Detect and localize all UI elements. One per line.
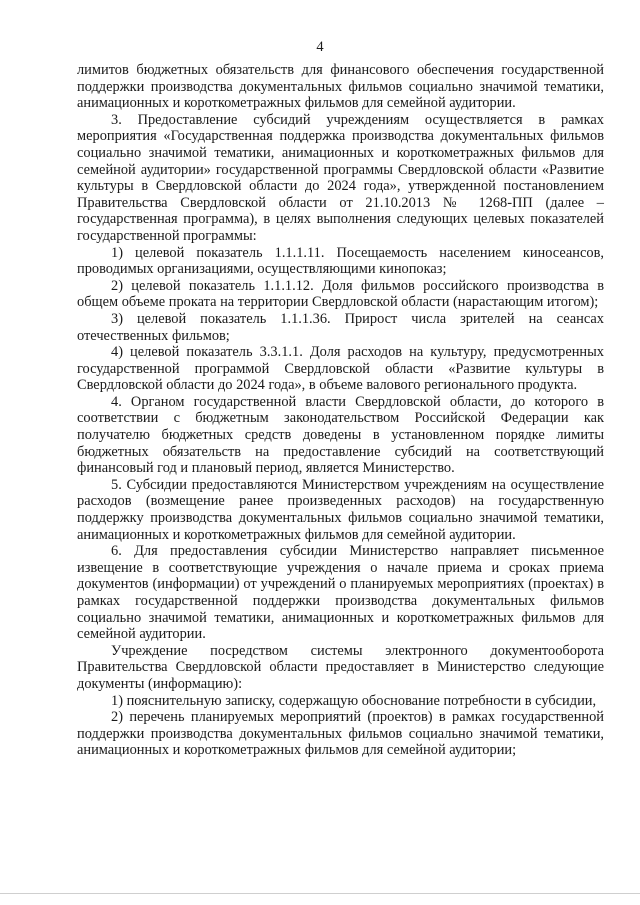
paragraph-documents-intro: Учреждение посредством системы электронного документооборота Правительства Свердловской области предоставляет в Министерство следующие документы (информацию): [77,642,604,692]
list-item-document-1: 1) пояснительную записку, содержащую обоснование потребности в субсидии, [111,692,597,709]
paragraph-clause-4: 4. Органом государственной власти Свердловской области, до которого в соответствии с бюджетным законодательством Российской Федерации как получателю бюджетных средств доведены в установленном порядке лимиты бюджетных обязательств на предоставление субсидий на соответствующий финансовый год и плановый период, является Министерство. [77,393,604,477]
list-item-indicator-1: 1) целевой показатель 1.1.1.11. Посещаемость населением киносеансов, проводимых организациями, осуществляющими кинопоказ; [77,244,604,278]
paragraph-clause-3: 3. Предоставление субсидий учреждениям осуществляется в рамках мероприятия «Государственная поддержка производства документальных фильмов социально значимой тематики, анимационных и короткометражных фильмов для семейной аудитории» государственной программы Свердловской области «Развитие культуры в Свердловской области до 2024 года», утвержденной постановлением Правительства Свердловской области от 21.10.2013 № 1268-ПП (далее – государственная программа), в целях выполнения следующих целевых показателей государственной программы: [77,111,604,244]
list-item-document-2: 2) перечень планируемых мероприятий (проектов) в рамках государственной поддержки производства документальных фильмов социально значимой тематики, анимационных и короткометражных фильмов для семейной аудитории; [77,709,604,759]
list-item-indicator-3: 3) целевой показатель 1.1.1.36. Прирост числа зрителей на сеансах отечественных фильмов; [77,310,604,344]
paragraph-clause-5: 5. Субсидии предоставляются Министерством учреждениям на осуществление расходов (возмещение ранее произведенных расходов) на государственную поддержку производства документальных фильмов социально значимой тематики, анимационных и короткометражных фильмов для семейной аудитории. [77,476,604,543]
scan-edge-line [0,893,640,894]
document-body [77,62,604,759]
list-item-indicator-4: 4) целевой показатель 3.3.1.1. Доля расходов на культуру, предусмотренных государственной программой Свердловской области «Развитие культуры в Свердловской области до 2024 года», в объеме валового регионального продукта. [77,344,604,394]
page-number: 4 [316,39,324,55]
paragraph-clause-6: 6. Для предоставления субсидии Министерство направляет письменное извещение в соответствующие учреждения о начале приема и сроках приема документов (информации) от учреждений о планируемых мероприятиях (проектах) в рамках государственной поддержки производства документальных фильмов социально значимой тематики, анимационных и короткометражных фильмов для семейной аудитории. [77,543,604,643]
list-item-indicator-2: 2) целевой показатель 1.1.1.12. Доля фильмов российского производства в общем объеме проката на территории Свердловской области (нарастающим итогом); [77,277,604,311]
paragraph-continuation: лимитов бюджетных обязательств для финансового обеспечения государственной поддержки производства документальных фильмов социально значимой тематики, анимационных и короткометражных фильмов для семейной аудитории. [77,62,604,112]
